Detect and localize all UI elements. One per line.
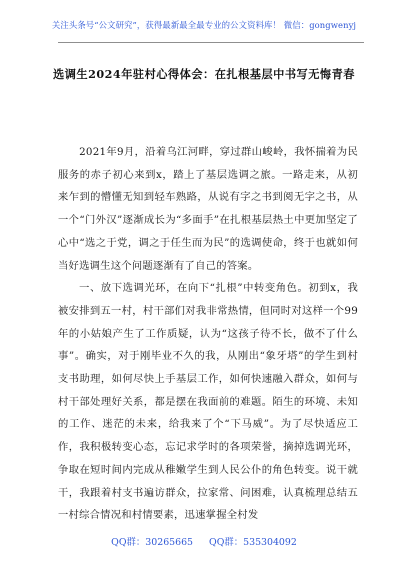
footer-qq-number-1: 30265665 <box>145 537 194 548</box>
footer-qq-label-2: QQ群： <box>209 537 244 548</box>
header-divider <box>58 42 364 43</box>
header-notice: 关注头条号“公文研究”，获得最新最全最专业的公文资料库！ 微信：gongwenyj <box>51 20 357 30</box>
footer-qq-number-2: 535304092 <box>243 537 297 548</box>
footer-contact <box>0 537 408 549</box>
document-body <box>58 141 358 527</box>
body-paragraph-2: 一、放下选调光环，在向下“扎根”中转变角色。初到x，我被安排到五一村，村干部们对我非常热情，但同时对这样一个99年的小姑娘产生了工作质疑，认为“这孩子待不长，做不了什么事”。确实，对于刚毕业不久的我，从刚出“象牙塔”的学生到村支书助理，如何尽快上手基层工作，如何快速融入群众，如何与村干部处理好关系，都是摆在我面前的难题。陌生的环境、未知的工作、迷茫的未来，给我来了个“下马威”。为了尽快适应工作，我积极转变心态，忘记求学时的各项荣誉，摘掉选调光环，争取在短时间内完成从稚嫩学生到人民公仆的角色转变。说干就干，我跟着村支书遍访群众，拉家常、问困难，认真梳理总结五一村综合情况和村情要素，迅速掌握全村发 <box>58 282 358 522</box>
document-title: 选调生2024年驻村心得体会：在扎根基层中书写无悔青春 <box>53 67 355 81</box>
body-paragraph-1: 2021年9月，沿着乌江河畔，穿过群山峻岭，我怀揣着为民服务的赤子初心来到x，踏上了基层选调之旅。一路走来，从初来乍到的懵懂无知到轻车熟路，从说有字之书到阅无字之书，从一个“门外汉”逐渐成长为“多面手”在扎根基层热土中更加坚定了心中“选之于党，调之于任生而为民”的选调使命，终于也就如何当好选调生这个问题逐渐有了自己的答案。 <box>58 146 358 272</box>
footer-qq-label-1: QQ群： <box>111 537 146 548</box>
